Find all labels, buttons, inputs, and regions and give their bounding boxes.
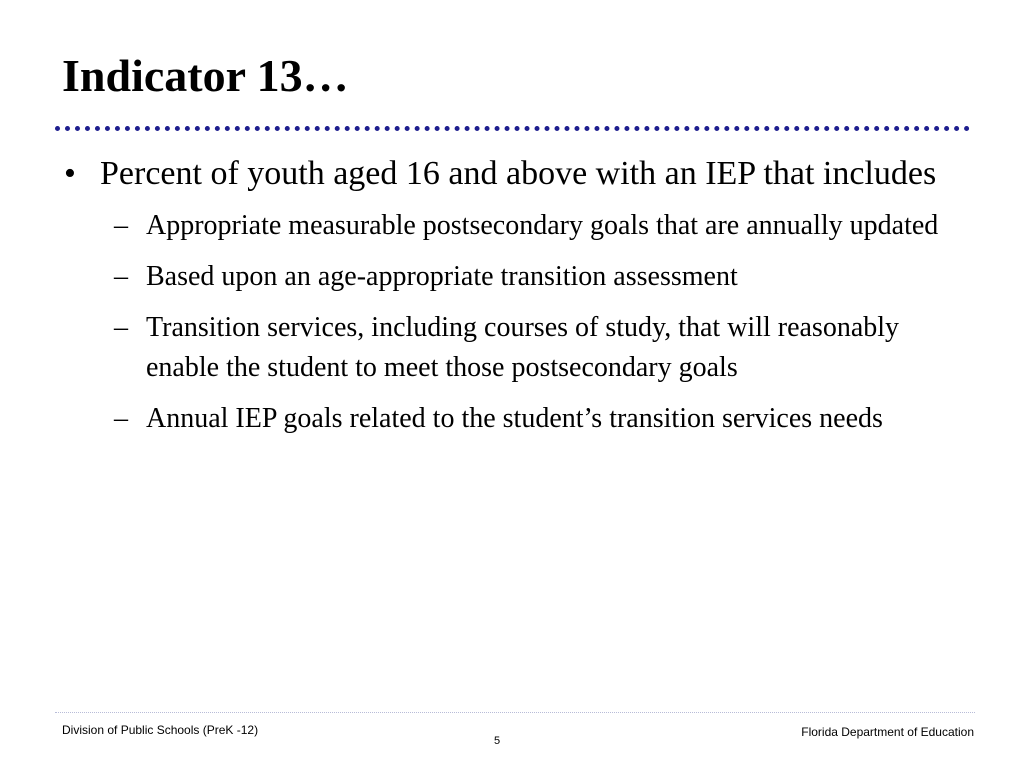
footer-organization: Florida Department of Education	[801, 725, 974, 739]
slide-content	[62, 152, 972, 450]
page-number: 5	[494, 735, 501, 747]
sub-bullet-item	[62, 308, 972, 388]
sub-bullet-item	[62, 257, 972, 297]
sub-bullet-text: Appropriate measurable postsecondary goals that are annually updated	[146, 210, 939, 241]
slide-title: Indicator 13…	[62, 50, 349, 101]
main-bullet-text: Percent of youth aged 16 and above with an IEP that includes	[100, 155, 937, 192]
dash-marker: –	[114, 312, 128, 343]
sub-bullet-item	[62, 206, 972, 246]
bullet-marker: •	[64, 155, 76, 192]
dash-marker: –	[114, 210, 128, 241]
dash-marker: –	[114, 403, 128, 434]
sub-bullet-text: Annual IEP goals related to the student’s transition services needs	[146, 403, 883, 434]
sub-bullet-list	[62, 206, 972, 439]
sub-bullet-item	[62, 399, 972, 439]
footer-division: Division of Public Schools (PreK -12)	[62, 723, 259, 737]
title-divider	[55, 126, 970, 131]
dash-marker: –	[114, 261, 128, 292]
sub-bullet-text: Based upon an age-appropriate transition assessment	[146, 261, 738, 292]
main-bullet	[62, 152, 972, 196]
footer-divider	[55, 712, 975, 713]
sub-bullet-text: Transition services, including courses of study, that will reasonably enable the student to meet those postsecondary goals	[146, 312, 900, 383]
